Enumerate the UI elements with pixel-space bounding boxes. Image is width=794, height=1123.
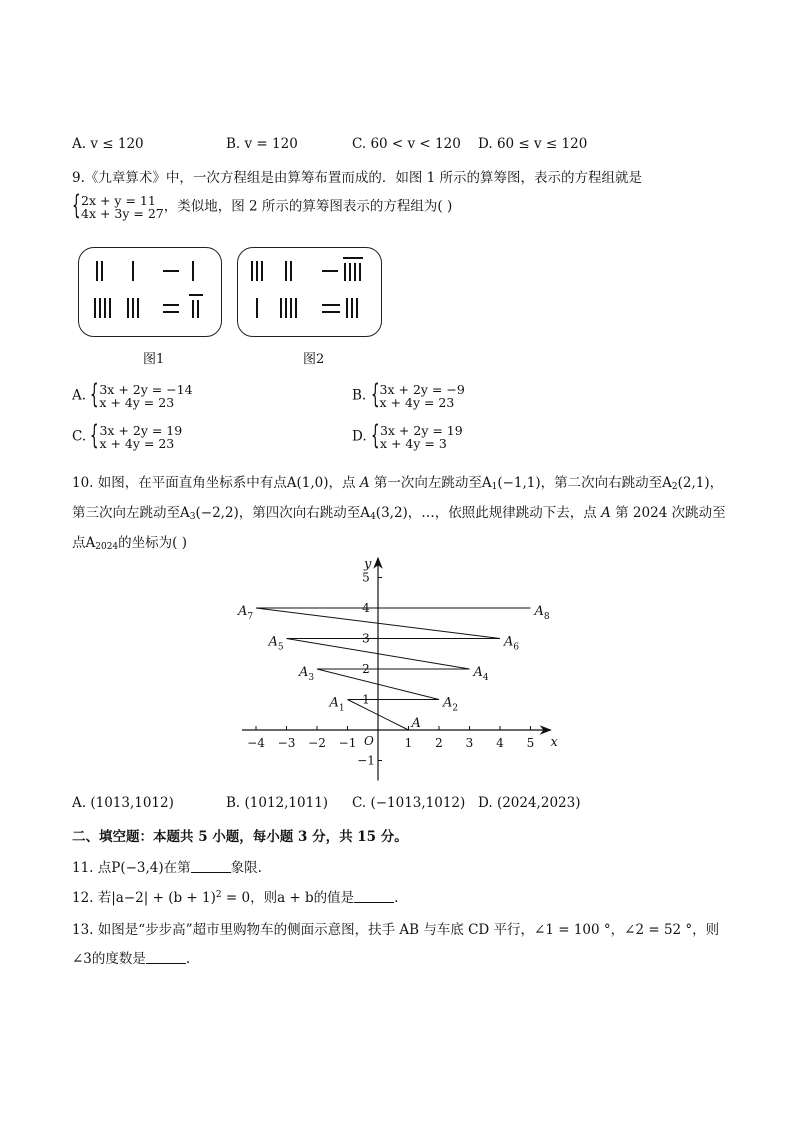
x-tick-label: 3 bbox=[465, 736, 474, 750]
q12-stem: 12. 若$|a-2| + (b + 1)^2 = 0$，则a + b的值是 . bbox=[72, 890, 399, 906]
figure-2-caption: 图2 bbox=[303, 352, 325, 367]
q13-stem-line2: ∠3的度数是 . bbox=[72, 951, 191, 967]
q11-stem: 11. 点P(−3,4)在第 象限. bbox=[72, 860, 262, 876]
y-tick-label: 3 bbox=[362, 631, 370, 646]
rod bbox=[285, 261, 287, 281]
rod bbox=[163, 304, 179, 306]
x-tick-label: 1 bbox=[404, 736, 413, 750]
rod bbox=[197, 300, 199, 318]
q10-stem-line3: 点$A_{2024}$的坐标为( ) bbox=[72, 535, 187, 552]
rod bbox=[354, 263, 356, 281]
y-tick-label: 5 bbox=[362, 570, 370, 585]
rod bbox=[132, 298, 134, 318]
x-tick-label: −1 bbox=[338, 736, 357, 750]
rod bbox=[285, 298, 287, 318]
rod bbox=[349, 263, 351, 281]
point-label: $A_6$ bbox=[504, 634, 520, 653]
x-tick-label: 5 bbox=[526, 736, 535, 750]
q13-stem-line1: 13. 如图是“步步高”超市里购物车的侧面示意图，扶手 AB 与车底 CD 平行，∠1 = 100 °，∠2 = 52 °，则 bbox=[72, 922, 720, 938]
x-tick-label: 4 bbox=[496, 736, 504, 750]
q9-option-d[interactable]: D. { 3x + 2y = 19 x + 4y = 3 bbox=[352, 420, 463, 451]
point-label: $A_4$ bbox=[473, 665, 489, 683]
point-label: A bbox=[411, 716, 421, 731]
q9-stem-line1: 9.《九章算术》中，一次方程组是由算筹布置而成的．如图 1 所示的算筹图，表示的方程组就是 bbox=[72, 170, 643, 186]
point-label: $A_1$ bbox=[329, 695, 345, 714]
rod bbox=[343, 257, 363, 259]
x-tick-label: 2 bbox=[435, 736, 443, 750]
rod bbox=[356, 298, 358, 318]
rod bbox=[132, 261, 134, 281]
x-tick-label: −3 bbox=[277, 736, 296, 750]
rod bbox=[261, 261, 263, 281]
point-label: $A_8$ bbox=[534, 604, 550, 622]
rod bbox=[94, 298, 96, 318]
rod bbox=[163, 311, 179, 313]
y-tick-label: 1 bbox=[362, 692, 370, 707]
point-label: $A_7$ bbox=[238, 604, 254, 622]
rod bbox=[346, 298, 348, 318]
q8-option-b[interactable]: B. v = 120 bbox=[226, 136, 298, 152]
rod bbox=[99, 298, 101, 318]
rod bbox=[137, 298, 139, 318]
q11-answer-blank[interactable] bbox=[191, 860, 231, 873]
q9-stem-line2: { 2x + y = 11 4x + 3y = 27 ，类似地，图 2 所示的算筹图表示的方程组为( ) bbox=[72, 190, 453, 221]
q10-option-c[interactable]: C. (−1013,1012) bbox=[352, 795, 466, 811]
rod bbox=[104, 298, 106, 318]
q9-option-b[interactable]: B. { 3x + 2y = −9 x + 4y = 23 bbox=[352, 379, 465, 410]
q8-option-c[interactable]: C. 60 < v < 120 bbox=[352, 136, 461, 152]
rod bbox=[256, 298, 258, 318]
figure-2-counting-rods bbox=[237, 247, 382, 337]
x-axis-label: x bbox=[550, 735, 558, 750]
rod bbox=[322, 270, 338, 272]
rod bbox=[359, 263, 361, 281]
rod bbox=[256, 261, 258, 281]
rod bbox=[290, 298, 292, 318]
rod bbox=[101, 261, 103, 281]
q10-option-b[interactable]: B. (1012,1011) bbox=[226, 795, 329, 811]
rod bbox=[192, 261, 194, 281]
x-tick-label: −4 bbox=[247, 736, 265, 750]
figure-1-counting-rods bbox=[78, 247, 222, 337]
rod bbox=[351, 298, 353, 318]
rod bbox=[295, 298, 297, 318]
rod bbox=[344, 263, 346, 281]
q13-answer-blank[interactable] bbox=[146, 951, 186, 964]
coordinate-plane-chart bbox=[230, 550, 570, 790]
q10-stem-line2: 第三次向左跳动至$A_3(-2,2)$，第四次向右跳动至$A_4(3,2)$，…，依照此规律跳动下去，点 A 第 2024 次跳动至 bbox=[72, 505, 726, 522]
y-axis-label: y bbox=[364, 557, 372, 572]
point-label: $A_5$ bbox=[268, 634, 284, 653]
q10-option-a[interactable]: A. (1013,1012) bbox=[72, 795, 174, 811]
point-label: $A_3$ bbox=[299, 665, 315, 683]
rod bbox=[322, 311, 340, 313]
q8-option-d[interactable]: D. 60 ≤ v ≤ 120 bbox=[478, 136, 588, 152]
rod bbox=[251, 261, 253, 281]
x-tick-label: −2 bbox=[308, 736, 326, 750]
rod bbox=[127, 298, 129, 318]
y-tick-label: 4 bbox=[362, 601, 370, 615]
q8-option-a[interactable]: A. v ≤ 120 bbox=[72, 136, 144, 152]
q9-example-system: { 2x + y = 11 4x + 3y = 27 bbox=[72, 190, 164, 221]
rod bbox=[280, 298, 282, 318]
section-2-heading: 二、填空题：本题共 5 小题，每小题 3 分，共 15 分。 bbox=[72, 829, 408, 845]
rod bbox=[96, 261, 98, 281]
q12-answer-blank[interactable] bbox=[354, 890, 394, 903]
q10-stem-line1: 10. 如图，在平面直角坐标系中有点A(1,0)，点 A 第一次向左跳动至$A_1(-1,1)$，第二次向右跳动至$A_2(2,1)$， bbox=[72, 475, 724, 492]
figure-1-caption: 图1 bbox=[143, 352, 165, 367]
rod bbox=[290, 261, 292, 281]
rod bbox=[109, 298, 111, 318]
q9-option-c[interactable]: C. { 3x + 2y = 19 x + 4y = 23 bbox=[72, 420, 183, 451]
y-tick-label: −1 bbox=[357, 753, 375, 768]
origin-label: O bbox=[364, 734, 374, 748]
point-label: $A_2$ bbox=[443, 695, 459, 714]
y-tick-label: 2 bbox=[362, 662, 370, 676]
rod bbox=[163, 270, 179, 272]
q10-option-d[interactable]: D. (2024,2023) bbox=[478, 795, 581, 811]
rod bbox=[189, 294, 203, 296]
rod bbox=[192, 300, 194, 318]
q9-option-a[interactable]: A. { 3x + 2y = −14 x + 4y = 23 bbox=[72, 379, 193, 410]
rod bbox=[322, 304, 340, 306]
